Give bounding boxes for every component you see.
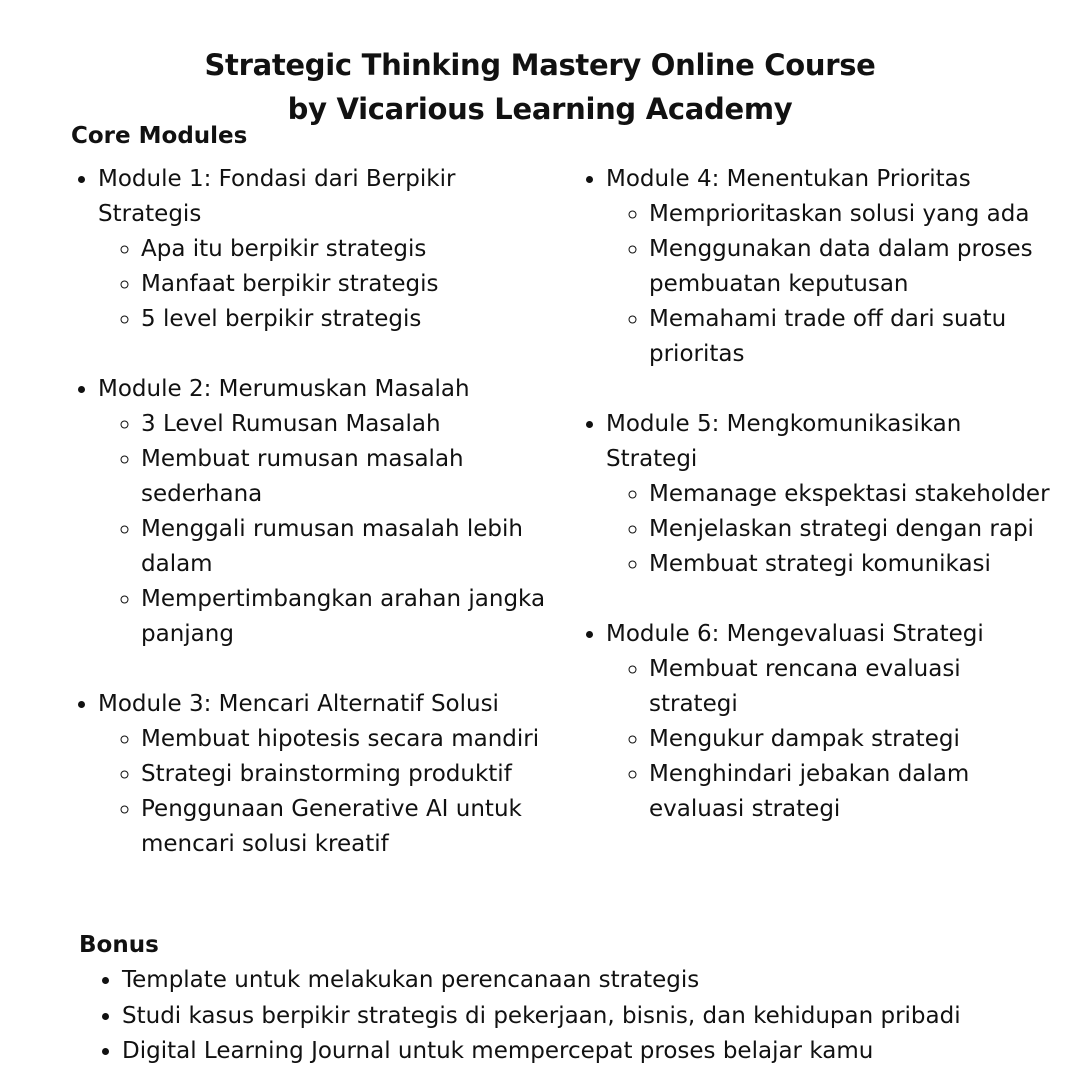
- module-title: Module 6: Mengevaluasi Strategi: [606, 621, 984, 647]
- topic-list: [606, 197, 1050, 372]
- topic-list: [98, 407, 562, 652]
- topic-item: ◦ Menggunakan data dalam proses pembuatan keputusan: [649, 232, 1050, 302]
- topic-item: ◦ Mempertimbangkan arahan jangka panjang: [141, 582, 562, 652]
- title-line-2: by Vicarious Learning Academy: [287, 92, 793, 127]
- bonus-item: • Studi kasus berpikir strategis di pekerjaan, bisnis, dan kehidupan pribadi: [122, 999, 1080, 1035]
- module-item: [606, 407, 1050, 582]
- module-list-left: [72, 162, 562, 862]
- module-title: Module 2: Merumuskan Masalah: [98, 376, 470, 402]
- bonus-item: • Digital Learning Journal untuk mempercepat proses belajar kamu: [122, 1034, 1080, 1070]
- topic-item: ◦ Menggali rumusan masalah lebih dalam: [141, 512, 562, 582]
- title-line-1: Strategic Thinking Mastery Online Course: [204, 48, 876, 83]
- topic-item: ◦ Penggunaan Generative AI untuk mencari solusi kreatif: [141, 792, 562, 862]
- modules-right-column: [580, 162, 1050, 827]
- page-title: [0, 43, 1080, 131]
- topic-list: [606, 477, 1050, 582]
- topic-item: ◦ Membuat hipotesis secara mandiri: [141, 722, 562, 757]
- topic-item: ◦ Membuat strategi komunikasi: [649, 547, 1050, 582]
- topic-item: ◦ Menghindari jebakan dalam evaluasi strategi: [649, 757, 1050, 827]
- topic-item: ◦ Mengukur dampak strategi: [649, 722, 1050, 757]
- module-title: Module 4: Menentukan Prioritas: [606, 166, 971, 192]
- topic-item: ◦ Memahami trade off dari suatu prioritas: [649, 302, 1050, 372]
- topic-list: [98, 722, 562, 862]
- module-item: [606, 162, 1050, 372]
- topic-item: ◦ Membuat rumusan masalah sederhana: [141, 442, 562, 512]
- module-item: [98, 372, 562, 652]
- modules-left-column: [72, 162, 562, 862]
- module-list-right: [580, 162, 1050, 827]
- topic-item: ◦ Membuat rencana evaluasi strategi: [649, 652, 1050, 722]
- bonus-list: [96, 963, 1080, 1070]
- topic-item: ◦ Strategi brainstorming produktif: [141, 757, 562, 792]
- topic-list: [606, 652, 1050, 827]
- module-title: Module 3: Mencari Alternatif Solusi: [98, 691, 499, 717]
- topic-item: ◦ Apa itu berpikir strategis: [141, 232, 562, 267]
- module-title: Module 1: Fondasi dari Berpikir Strategis: [98, 166, 456, 227]
- bonus-item: • Template untuk melakukan perencanaan strategis: [122, 963, 1080, 999]
- module-item: [98, 162, 562, 337]
- topic-item: ◦ Menjelaskan strategi dengan rapi: [649, 512, 1050, 547]
- topic-item: ◦ Manfaat berpikir strategis: [141, 267, 562, 302]
- topic-item: ◦ Memprioritaskan solusi yang ada: [649, 197, 1050, 232]
- core-modules-heading: Core Modules: [71, 123, 248, 149]
- module-item: [98, 687, 562, 862]
- topic-item: ◦ 5 level berpikir strategis: [141, 302, 562, 337]
- topic-list: [98, 232, 562, 337]
- topic-item: ◦ 3 Level Rumusan Masalah: [141, 407, 562, 442]
- bonus-heading: Bonus: [79, 932, 159, 958]
- topic-item: ◦ Memanage ekspektasi stakeholder: [649, 477, 1050, 512]
- module-title: Module 5: Mengkomunikasikan Strategi: [606, 411, 962, 472]
- module-item: [606, 617, 1050, 827]
